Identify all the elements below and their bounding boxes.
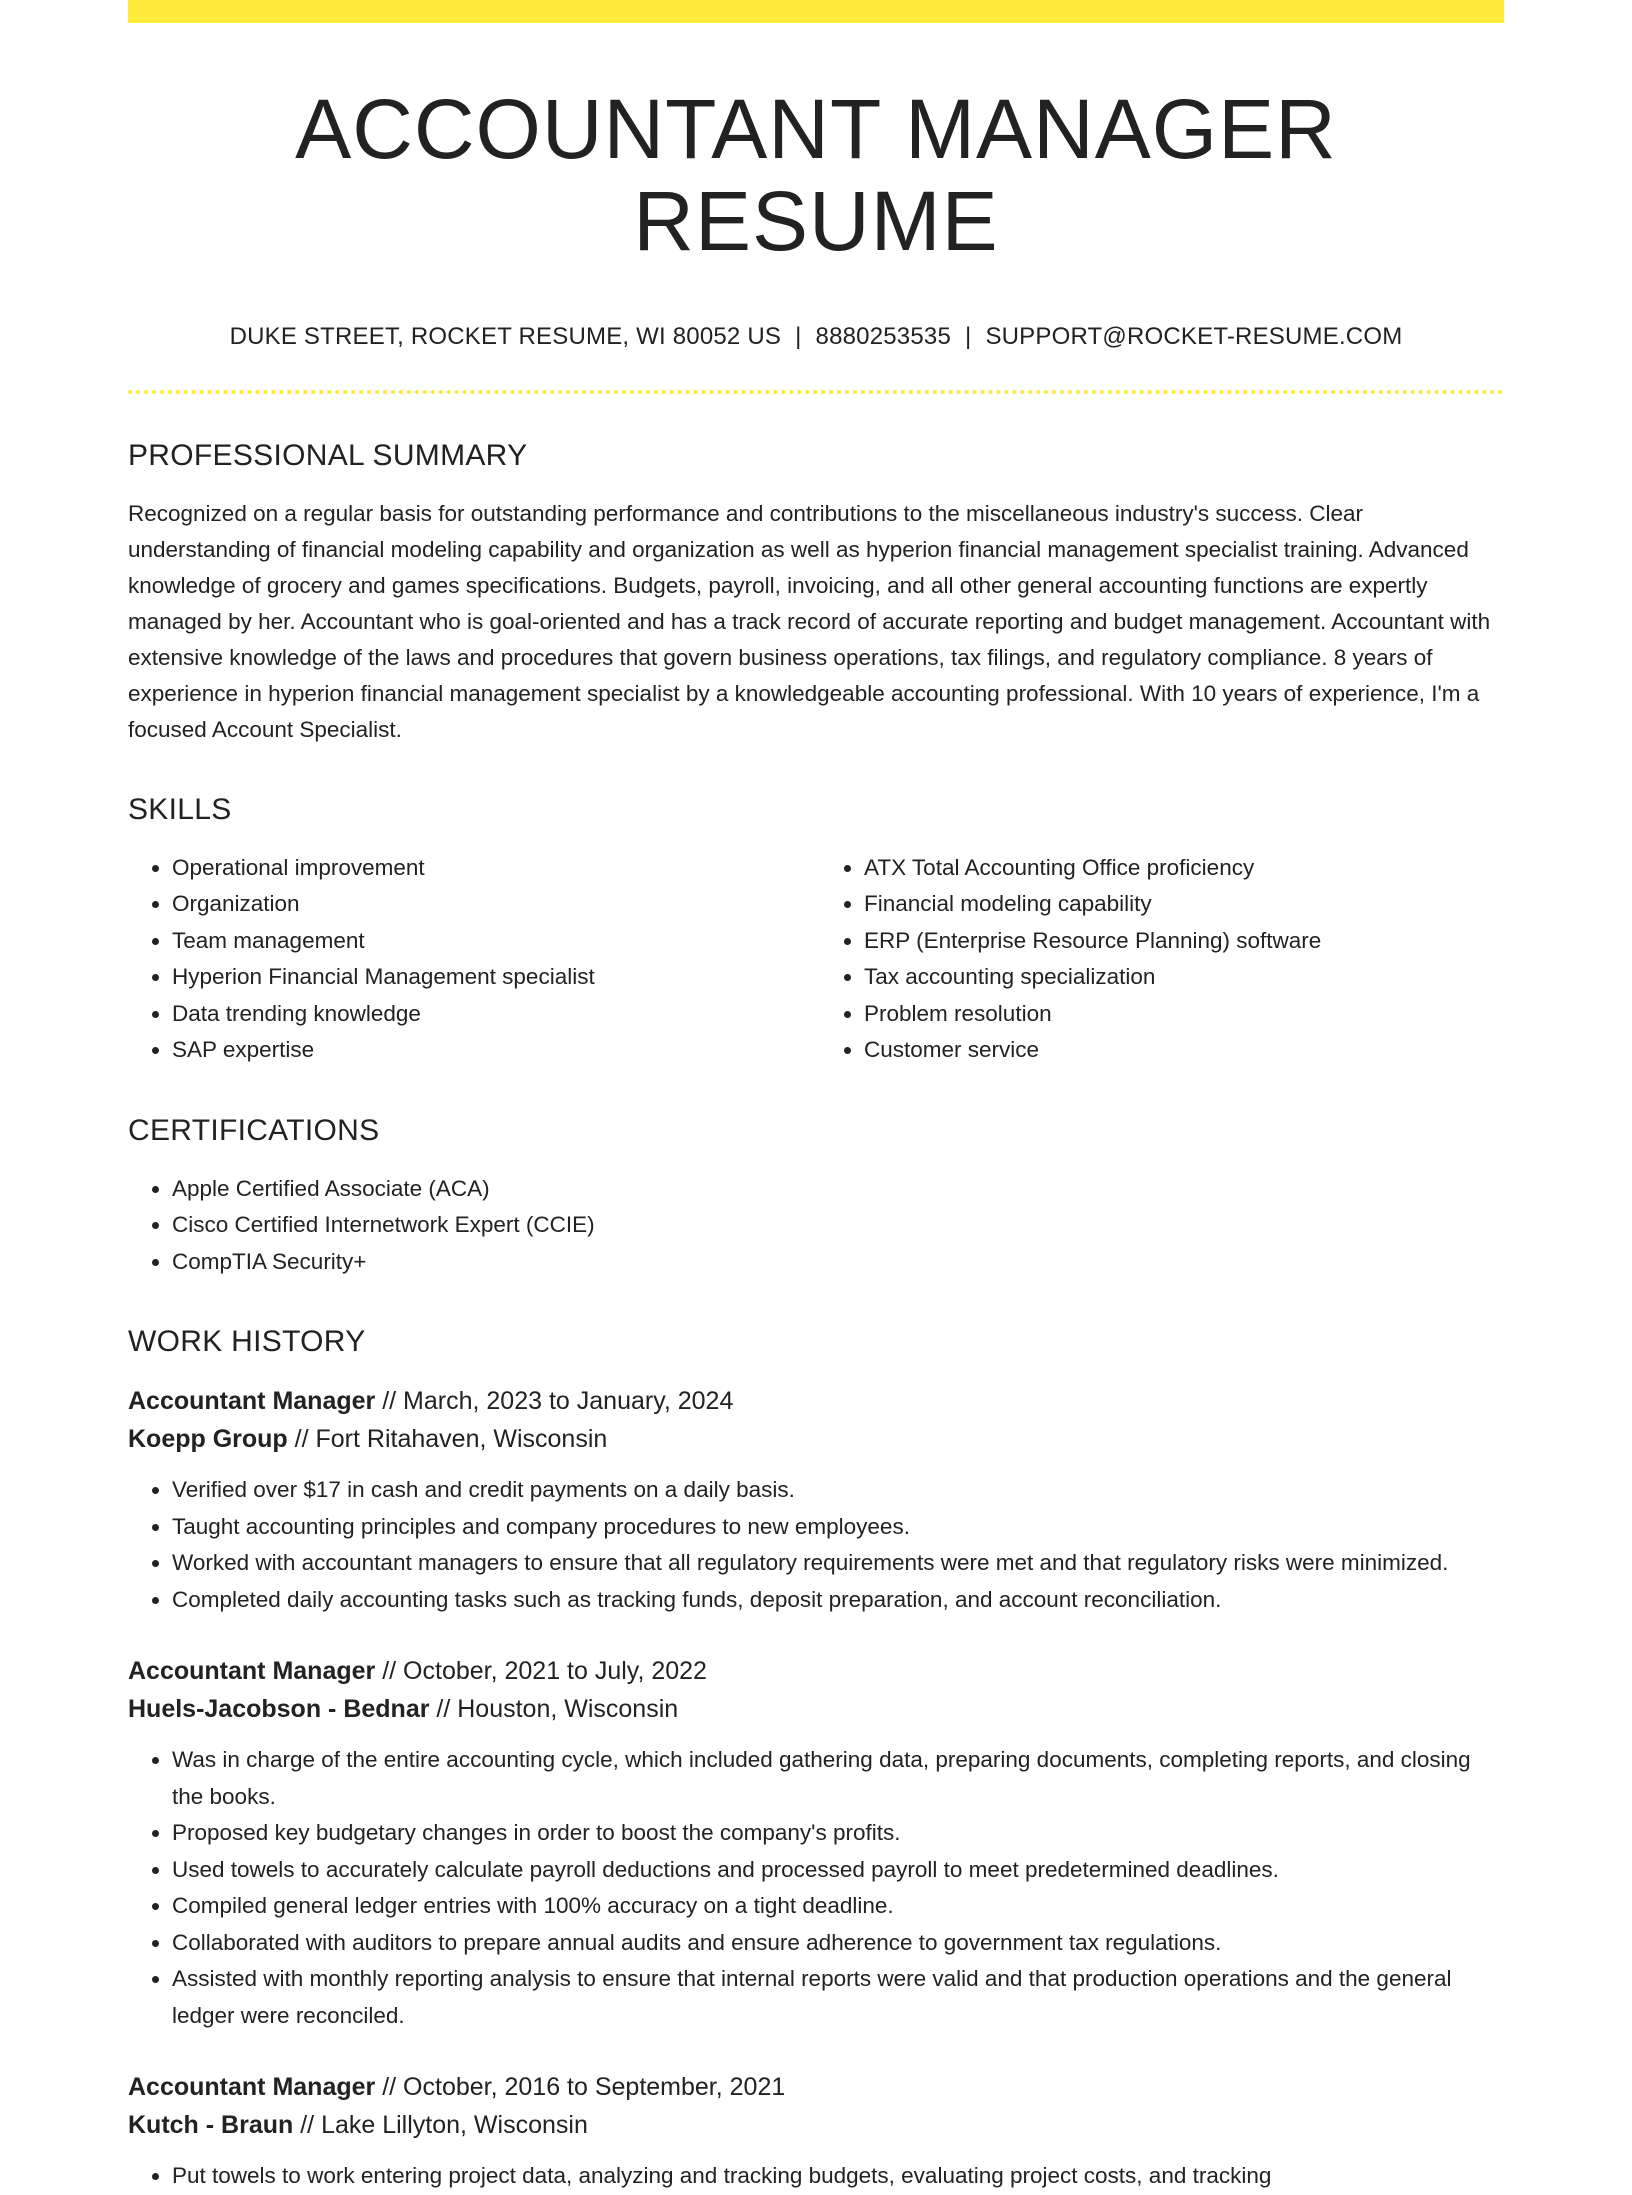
- skill-item: • ERP (Enterprise Resource Planning) software: [864, 923, 1504, 960]
- page-title: ACCOUNTANT MANAGER RESUME: [295, 82, 1337, 269]
- job-company: Kutch - Braun: [128, 2111, 294, 2140]
- job-company: Koepp Group: [128, 1425, 288, 1454]
- job-title: Accountant Manager: [128, 1657, 376, 1686]
- job-location: // Fort Ritahaven, Wisconsin: [287, 1425, 608, 1454]
- job-bullet: • Put towels to work entering project data, analyzing and tracking budgets, evaluating project costs, and tracking: [172, 2158, 1504, 2195]
- skills-heading: SKILLS: [128, 792, 232, 826]
- job-bullets: [128, 1742, 1504, 2034]
- skill-item: • SAP expertise: [172, 1032, 816, 1069]
- job-title: Accountant Manager: [128, 1387, 376, 1416]
- certification-item: • CompTIA Security+: [172, 1244, 1504, 1281]
- skills-list-right: [816, 850, 1504, 1069]
- job-dates: // October, 2016 to September, 2021: [375, 2073, 786, 2102]
- contact-address: DUKE STREET, ROCKET RESUME, WI 80052 US: [229, 322, 782, 350]
- job-bullets: [128, 1472, 1504, 1618]
- summary-text: Recognized on a regular basis for outstanding performance and contributions to the miscellaneous industry's success. Clear understanding of financial modeling capability and organization as well as hyperion financial management specialist training. Advanced knowledge of grocery and games specifications. Budgets, payroll, invoicing, and all other general accounting functions are expertly managed by her. Accountant who is goal-oriented and has a track record of accurate reporting and budget management. Accountant with extensive knowledge of the laws and procedures that govern business operations, tax filings, and regulatory compliance. 8 years of experience in hyperion financial management specialist by a knowledgeable accounting professional. With 10 years of experience, I'm a focused Account Specialist.: [128, 500, 1491, 742]
- job-location: // Lake Lillyton, Wisconsin: [293, 2111, 588, 2140]
- job-bullet: • Used towels to accurately calculate payroll deductions and processed payroll to meet predetermined deadlines.: [172, 1852, 1504, 1889]
- skill-item: • Operational improvement: [172, 850, 816, 887]
- certification-item: • Cisco Certified Internetwork Expert (CCIE): [172, 1207, 1504, 1244]
- skill-item: • Team management: [172, 923, 816, 960]
- job-bullet: • Taught accounting principles and company procedures to new employees.: [172, 1509, 1504, 1546]
- skill-item: • ATX Total Accounting Office proficiency: [864, 850, 1504, 887]
- skill-item: • Hyperion Financial Management specialist: [172, 959, 816, 996]
- job-bullet: • Verified over $17 in cash and credit payments on a daily basis.: [172, 1472, 1504, 1509]
- dotted-divider: [128, 390, 1504, 394]
- resume-page: [128, 0, 1504, 2195]
- job-title-line: [128, 1652, 1504, 1690]
- skills-grid: [128, 828, 1504, 1069]
- job-company: Huels-Jacobson - Bednar: [128, 1695, 430, 1724]
- contact-phone: 8880253535: [815, 322, 951, 350]
- job-entry: [128, 1652, 1504, 2034]
- accent-top-bar: [128, 0, 1504, 23]
- job-dates: // October, 2021 to July, 2022: [375, 1657, 707, 1686]
- certification-item: • Apple Certified Associate (ACA): [172, 1171, 1504, 1208]
- contact-email: SUPPORT@ROCKET-RESUME.COM: [985, 322, 1403, 350]
- job-title-line: [128, 1382, 1504, 1420]
- job-bullet: • Was in charge of the entire accounting cycle, which included gathering data, preparing documents, completing reports, and closing the books.: [172, 1742, 1504, 1815]
- skill-item: • Tax accounting specialization: [864, 959, 1504, 996]
- skill-item: • Customer service: [864, 1032, 1504, 1069]
- skills-list-left: [128, 850, 816, 1069]
- skill-item: • Data trending knowledge: [172, 996, 816, 1033]
- job-bullets: [128, 2158, 1504, 2195]
- job-entry: [128, 1382, 1504, 1618]
- job-company-line: [128, 1420, 1504, 1458]
- job-title: Accountant Manager: [128, 2073, 376, 2102]
- skill-item: • Organization: [172, 886, 816, 923]
- job-dates: // March, 2023 to January, 2024: [375, 1387, 734, 1416]
- work-history-section: [128, 1324, 1504, 2195]
- job-bullet: • Collaborated with auditors to prepare annual audits and ensure adherence to government tax regulations.: [172, 1925, 1504, 1962]
- skills-section: [128, 792, 1504, 1069]
- certifications-heading: CERTIFICATIONS: [128, 1113, 380, 1147]
- contact-separator: |: [795, 322, 802, 350]
- contact-separator: |: [965, 322, 972, 350]
- skill-item: • Financial modeling capability: [864, 886, 1504, 923]
- summary-heading: PROFESSIONAL SUMMARY: [128, 438, 528, 472]
- summary-section: [128, 438, 1504, 748]
- job-bullet: • Completed daily accounting tasks such as tracking funds, deposit preparation, and account reconciliation.: [172, 1582, 1504, 1619]
- job-company-line: [128, 1690, 1504, 1728]
- skill-item: • Problem resolution: [864, 996, 1504, 1033]
- job-title-line: [128, 2068, 1504, 2106]
- certifications-section: [128, 1113, 1504, 1281]
- certifications-list: [128, 1171, 1504, 1281]
- job-entry: [128, 2068, 1504, 2195]
- job-bullet: • Assisted with monthly reporting analysis to ensure that internal reports were valid and that production operations and the general ledger were reconciled.: [172, 1961, 1504, 2034]
- contact-line: [128, 323, 1504, 351]
- job-bullet: • Compiled general ledger entries with 100% accuracy on a tight deadline.: [172, 1888, 1504, 1925]
- job-bullet: • Worked with accountant managers to ensure that all regulatory requirements were met and that regulatory risks were minimized.: [172, 1545, 1504, 1582]
- work-history-heading: WORK HISTORY: [128, 1325, 366, 1359]
- job-bullet: • Proposed key budgetary changes in order to boost the company's profits.: [172, 1815, 1504, 1852]
- job-location: // Houston, Wisconsin: [429, 1695, 679, 1724]
